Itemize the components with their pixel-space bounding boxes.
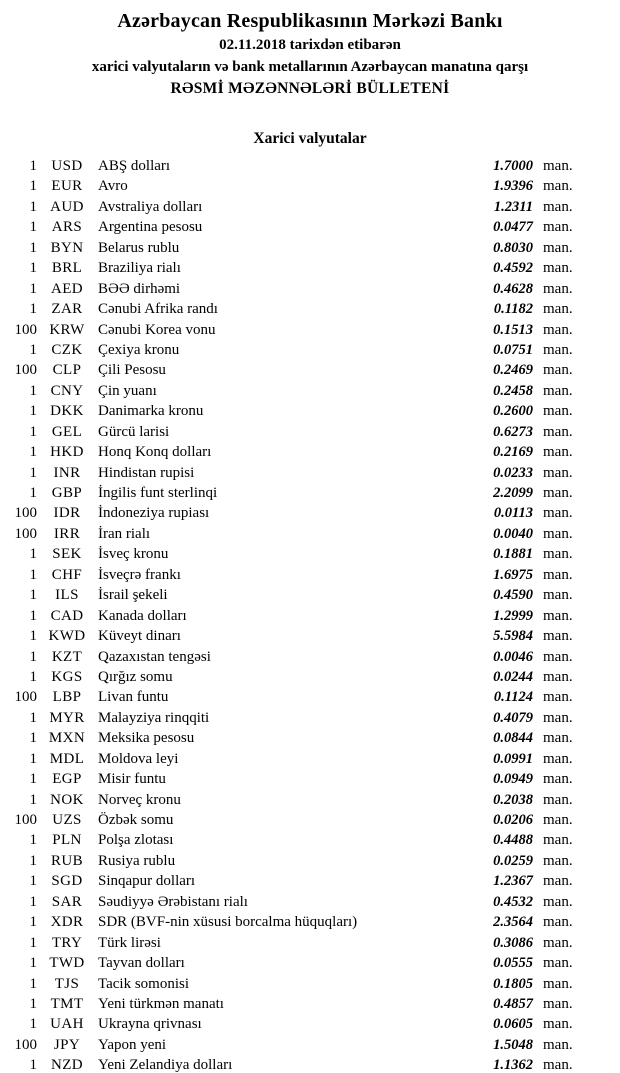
quantity-cell: 1 [29, 709, 37, 726]
unit-cell: man. [543, 852, 573, 869]
rate-value-cell: 0.0605 [493, 1016, 533, 1033]
currency-code-cell: CHF [51, 566, 83, 583]
currency-name-cell: Moldova leyi [98, 750, 179, 767]
rate-value-cell: 0.1513 [493, 321, 533, 338]
currency-name-cell: İsrail şekeli [98, 587, 168, 604]
rate-value-cell: 0.4592 [493, 260, 533, 277]
currency-name-cell: Özbək somu [98, 812, 174, 828]
currency-code-cell: NOK [50, 791, 84, 808]
unit-cell: man. [543, 730, 573, 747]
table-row [0, 830, 620, 850]
quantity-cell: 100 [14, 689, 37, 706]
quantity-cell: 1 [29, 301, 37, 318]
quantity-cell: 1 [29, 444, 37, 461]
rate-value-cell: 0.2600 [493, 403, 533, 420]
currency-code-cell: UZS [52, 812, 82, 828]
currency-name-cell: İndoneziya rupiası [98, 505, 210, 522]
unit-cell: man. [543, 1016, 573, 1033]
currency-name-cell: Hindistan rupisi [98, 464, 195, 481]
quantity-cell: 1 [29, 975, 37, 992]
quantity-cell: 1 [29, 566, 37, 583]
rate-value-cell: 0.0113 [493, 505, 533, 522]
currency-name-cell: Cənubi Afrika randı [98, 301, 218, 318]
rate-value-cell: 0.0477 [493, 219, 533, 236]
unit-cell: man. [543, 423, 573, 440]
table-row [0, 238, 620, 258]
currency-name-cell: Qazaxıstan tengəsi [98, 648, 211, 665]
unit-cell: man. [543, 893, 573, 910]
currency-code-cell: BRL [51, 260, 83, 277]
currency-code-cell: EUR [51, 178, 83, 195]
rate-value-cell: 0.4857 [493, 995, 533, 1012]
quantity-cell: 1 [29, 587, 37, 604]
table-row [0, 217, 620, 237]
table-row [0, 585, 620, 605]
rate-value-cell: 0.0751 [493, 341, 533, 358]
table-row [0, 1035, 620, 1055]
table-row [0, 851, 620, 871]
table-row [0, 258, 620, 278]
rate-value-cell: 1.2999 [493, 607, 533, 624]
unit-cell: man. [543, 525, 573, 542]
currency-code-cell: KRW [49, 321, 85, 338]
section-title-foreign-currencies: Xarici valyutalar [253, 130, 367, 147]
table-row [0, 626, 620, 646]
rate-value-cell: 1.7000 [493, 158, 533, 174]
unit-cell: man. [543, 934, 573, 951]
table-row [0, 1014, 620, 1034]
table-row [0, 1055, 620, 1073]
currency-code-cell: INR [53, 464, 81, 481]
currency-name-cell: Livan funtu [98, 689, 169, 706]
unit-cell: man. [543, 382, 573, 399]
table-row [0, 299, 620, 319]
quantity-cell: 1 [29, 607, 37, 624]
currency-name-cell: Qırğız somu [98, 668, 173, 685]
currency-name-cell: Malayziya rinqqiti [98, 709, 210, 726]
rate-value-cell: 0.4079 [493, 709, 533, 726]
currency-name-cell: Çin yuanı [98, 382, 157, 399]
unit-cell: man. [543, 914, 573, 931]
currency-code-cell: HKD [50, 444, 84, 461]
currency-name-cell: Rusiya rublu [98, 852, 176, 869]
quantity-cell: 1 [29, 873, 37, 890]
unit-cell: man. [543, 321, 573, 338]
currency-code-cell: TWD [49, 955, 85, 972]
quantity-cell: 1 [29, 648, 37, 665]
table-row [0, 176, 620, 196]
currency-code-cell: MDL [49, 750, 85, 767]
currency-code-cell: NZD [50, 1057, 84, 1073]
currency-code-cell: XDR [50, 914, 84, 931]
table-row [0, 606, 620, 626]
rate-value-cell: 0.0949 [493, 771, 533, 788]
currency-name-cell: Çexiya kronu [98, 341, 180, 358]
currency-name-cell: Tacik somonisi [98, 975, 190, 992]
quantity-cell: 1 [29, 219, 37, 236]
table-row [0, 892, 620, 912]
unit-cell: man. [543, 975, 573, 992]
table-row [0, 503, 620, 523]
rate-value-cell: 0.2458 [493, 382, 533, 399]
rate-value-cell: 0.4532 [493, 893, 533, 910]
rate-value-cell: 0.1182 [493, 301, 533, 318]
currency-code-cell: BYN [50, 239, 84, 256]
rate-value-cell: 0.2169 [493, 444, 533, 461]
table-row [0, 279, 620, 299]
rate-value-cell: 1.2367 [493, 873, 533, 890]
unit-cell: man. [543, 239, 573, 256]
table-row [0, 197, 620, 217]
quantity-cell: 1 [29, 995, 37, 1012]
table-row [0, 810, 620, 830]
currency-name-cell: Kanada dolları [98, 607, 187, 624]
table-row [0, 442, 620, 462]
quantity-cell: 1 [29, 934, 37, 951]
rate-value-cell: 0.0991 [493, 750, 533, 767]
unit-cell: man. [543, 607, 573, 624]
unit-cell: man. [543, 280, 573, 297]
currency-name-cell: İsveçrə frankı [98, 566, 181, 583]
unit-cell: man. [543, 873, 573, 890]
unit-cell: man. [543, 587, 573, 604]
currency-name-cell: Misir funtu [98, 771, 166, 788]
currency-name-cell: İngilis funt sterlinqi [98, 485, 218, 501]
quantity-cell: 1 [29, 341, 37, 358]
currency-code-cell: SGD [51, 873, 83, 890]
rate-value-cell: 0.1881 [493, 546, 533, 563]
unit-cell: man. [543, 219, 573, 236]
table-row [0, 953, 620, 973]
unit-cell: man. [543, 158, 573, 174]
table-row [0, 565, 620, 585]
table-row [0, 871, 620, 891]
rate-value-cell: 0.0259 [493, 852, 533, 869]
rate-value-cell: 0.2469 [493, 362, 533, 379]
currency-name-cell: Yeni türkmən manatı [98, 995, 224, 1012]
quantity-cell: 1 [29, 955, 37, 972]
unit-cell: man. [543, 771, 573, 788]
bulletin-title: RƏSMİ MƏZƏNNƏLƏRİ BÜLLETENİ [170, 80, 450, 97]
rate-value-cell: 0.0844 [493, 730, 533, 747]
quantity-cell: 1 [29, 852, 37, 869]
currency-name-cell: Sinqapur dolları [98, 873, 196, 890]
unit-cell: man. [543, 444, 573, 461]
currency-name-cell: Ukrayna qrivnası [98, 1016, 202, 1033]
currency-code-cell: CAD [50, 607, 84, 624]
rate-value-cell: 5.5984 [493, 628, 533, 645]
bank-title: Azərbaycan Respublikasının Mərkəzi Bankı [117, 10, 503, 32]
currency-code-cell: ARS [51, 219, 83, 236]
quantity-cell: 1 [29, 546, 37, 563]
quantity-cell: 1 [29, 158, 37, 174]
quantity-cell: 1 [29, 628, 37, 645]
unit-cell: man. [543, 485, 573, 501]
rate-value-cell: 0.1124 [493, 689, 533, 706]
table-row [0, 340, 620, 360]
unit-cell: man. [543, 505, 573, 522]
table-row [0, 933, 620, 953]
currency-code-cell: MXN [48, 730, 86, 747]
quantity-cell: 1 [29, 791, 37, 808]
table-row [0, 728, 620, 748]
table-row [0, 544, 620, 564]
currency-name-cell: Çili Pesosu [98, 362, 166, 379]
quantity-cell: 1 [29, 485, 37, 501]
currency-name-cell: Səudiyyə Ərəbistanı rialı [98, 893, 248, 910]
table-row [0, 687, 620, 707]
currency-name-cell: Yapon yeni [98, 1036, 167, 1053]
currency-name-cell: İran rialı [98, 525, 151, 542]
unit-cell: man. [543, 546, 573, 563]
quantity-cell: 1 [29, 771, 37, 788]
table-row [0, 708, 620, 728]
currency-code-cell: TJS [54, 975, 80, 992]
rate-value-cell: 0.4488 [493, 832, 533, 849]
rate-value-cell: 1.5048 [493, 1036, 533, 1053]
currency-name-cell: Honq Konq dolları [98, 444, 212, 461]
currency-name-cell: Norveç kronu [98, 791, 181, 808]
currency-name-cell: Küveyt dinarı [98, 628, 181, 645]
unit-cell: man. [543, 198, 573, 215]
unit-cell: man. [543, 1036, 573, 1053]
table-row [0, 667, 620, 687]
rate-value-cell: 0.4590 [493, 587, 533, 604]
unit-cell: man. [543, 178, 573, 195]
quantity-cell: 1 [29, 730, 37, 747]
currency-code-cell: CNY [50, 382, 84, 399]
currency-code-cell: AUD [50, 198, 84, 215]
rate-value-cell: 2.2099 [493, 485, 533, 501]
unit-cell: man. [543, 995, 573, 1012]
table-row [0, 749, 620, 769]
currency-code-cell: TMT [50, 995, 84, 1012]
quantity-cell: 1 [29, 1057, 37, 1073]
currency-name-cell: Türk lirəsi [98, 934, 161, 951]
unit-cell: man. [543, 709, 573, 726]
table-row [0, 647, 620, 667]
currency-code-cell: IDR [53, 505, 81, 522]
currency-name-cell: ABŞ dolları [98, 158, 171, 174]
unit-cell: man. [543, 362, 573, 379]
currency-code-cell: JPY [53, 1036, 81, 1053]
currency-code-cell: ZAR [51, 301, 83, 318]
unit-cell: man. [543, 812, 573, 828]
currency-name-cell: İsveç kronu [98, 546, 169, 563]
rate-value-cell: 1.2311 [493, 198, 533, 215]
rate-value-cell: 2.3564 [493, 914, 533, 931]
quantity-cell: 1 [29, 668, 37, 685]
unit-cell: man. [543, 832, 573, 849]
quantity-cell: 1 [29, 750, 37, 767]
rate-value-cell: 0.6273 [493, 423, 533, 440]
quantity-cell: 100 [14, 525, 37, 542]
bulletin-subtitle: xarici valyutaların və bank metallarının Azərbaycan manatına qarşı [91, 59, 529, 75]
currency-name-cell: Meksika pesosu [98, 730, 195, 747]
table-row [0, 524, 620, 544]
currency-code-cell: ILS [55, 587, 79, 604]
currency-code-cell: TRY [51, 934, 83, 951]
currency-code-cell: KWD [48, 628, 86, 645]
rate-value-cell: 1.1362 [493, 1057, 533, 1073]
currency-name-cell: Belarus rublu [98, 239, 180, 256]
table-row [0, 483, 620, 503]
currency-name-cell: SDR (BVF-nin xüsusi borcalma hüquqları) [98, 914, 358, 931]
table-row [0, 381, 620, 401]
unit-cell: man. [543, 955, 573, 972]
table-row [0, 320, 620, 340]
unit-cell: man. [543, 464, 573, 481]
currency-name-cell: Avro [98, 178, 128, 195]
quantity-cell: 1 [29, 178, 37, 195]
table-row [0, 790, 620, 810]
quantity-cell: 1 [29, 260, 37, 277]
currency-name-cell: Cənubi Korea vonu [98, 321, 216, 338]
rate-value-cell: 0.0040 [493, 525, 533, 542]
quantity-cell: 1 [29, 893, 37, 910]
unit-cell: man. [543, 566, 573, 583]
currency-code-cell: GEL [51, 423, 83, 440]
table-row [0, 994, 620, 1014]
currency-code-cell: LBP [52, 689, 82, 706]
quantity-cell: 100 [14, 362, 37, 379]
unit-cell: man. [543, 628, 573, 645]
quantity-cell: 1 [29, 832, 37, 849]
quantity-cell: 1 [29, 914, 37, 931]
currency-name-cell: Danimarka kronu [98, 403, 204, 420]
table-row [0, 912, 620, 932]
unit-cell: man. [543, 260, 573, 277]
currency-code-cell: AED [50, 280, 84, 297]
quantity-cell: 1 [29, 198, 37, 215]
currency-code-cell: MYR [49, 709, 85, 726]
quantity-cell: 1 [29, 280, 37, 297]
table-row [0, 156, 620, 176]
quantity-cell: 1 [29, 1016, 37, 1033]
unit-cell: man. [543, 1057, 573, 1073]
table-row [0, 463, 620, 483]
currency-code-cell: IRR [53, 525, 81, 542]
currency-name-cell: Tayvan dolları [98, 955, 185, 972]
currency-rate-table [0, 156, 620, 1073]
table-row [0, 974, 620, 994]
table-row [0, 401, 620, 421]
rate-value-cell: 1.6975 [493, 566, 533, 583]
currency-code-cell: PLN [52, 832, 82, 849]
quantity-cell: 100 [14, 1036, 37, 1053]
unit-cell: man. [543, 689, 573, 706]
rate-value-cell: 0.0233 [493, 464, 533, 481]
currency-code-cell: KGS [51, 668, 83, 685]
currency-code-cell: EGP [52, 771, 82, 788]
rate-value-cell: 0.3086 [493, 934, 533, 951]
currency-code-cell: SAR [51, 893, 83, 910]
currency-name-cell: Argentina pesosu [98, 219, 203, 236]
currency-code-cell: DKK [50, 403, 84, 420]
unit-cell: man. [543, 648, 573, 665]
unit-cell: man. [543, 750, 573, 767]
rate-value-cell: 0.2038 [493, 791, 533, 808]
quantity-cell: 100 [14, 812, 37, 828]
rate-value-cell: 0.0046 [493, 648, 533, 665]
currency-name-cell: Gürcü larisi [98, 423, 170, 440]
rate-value-cell: 0.8030 [493, 239, 533, 256]
currency-code-cell: RUB [50, 852, 84, 869]
unit-cell: man. [543, 341, 573, 358]
rate-value-cell: 0.0555 [493, 955, 533, 972]
currency-code-cell: UAH [50, 1016, 84, 1033]
table-row [0, 769, 620, 789]
currency-code-cell: KZT [51, 648, 83, 665]
currency-name-cell: Braziliya rialı [98, 260, 181, 277]
unit-cell: man. [543, 791, 573, 808]
unit-cell: man. [543, 668, 573, 685]
table-row [0, 422, 620, 442]
quantity-cell: 1 [29, 239, 37, 256]
unit-cell: man. [543, 301, 573, 318]
currency-code-cell: GBP [51, 485, 83, 501]
quantity-cell: 1 [29, 423, 37, 440]
unit-cell: man. [543, 403, 573, 420]
currency-name-cell: Polşa zlotası [98, 832, 174, 849]
currency-code-cell: USD [51, 158, 83, 174]
quantity-cell: 100 [14, 321, 37, 338]
currency-name-cell: Avstraliya dolları [98, 198, 203, 215]
rate-value-cell: 0.0206 [493, 812, 533, 828]
quantity-cell: 1 [29, 464, 37, 481]
effective-date-line: 02.11.2018 tarixdən etibarən [219, 37, 401, 53]
rate-value-cell: 0.0244 [493, 668, 533, 685]
currency-code-cell: CLP [52, 362, 82, 379]
currency-code-cell: SEK [52, 546, 82, 563]
rate-value-cell: 0.1805 [493, 975, 533, 992]
currency-name-cell: BƏƏ dirhəmi [98, 280, 181, 297]
currency-name-cell: Yeni Zelandiya dolları [98, 1057, 233, 1073]
quantity-cell: 1 [29, 403, 37, 420]
rate-value-cell: 0.4628 [493, 280, 533, 297]
currency-code-cell: CZK [51, 341, 83, 358]
rate-value-cell: 1.9396 [493, 178, 533, 195]
table-row [0, 360, 620, 380]
quantity-cell: 100 [14, 505, 37, 522]
quantity-cell: 1 [29, 382, 37, 399]
